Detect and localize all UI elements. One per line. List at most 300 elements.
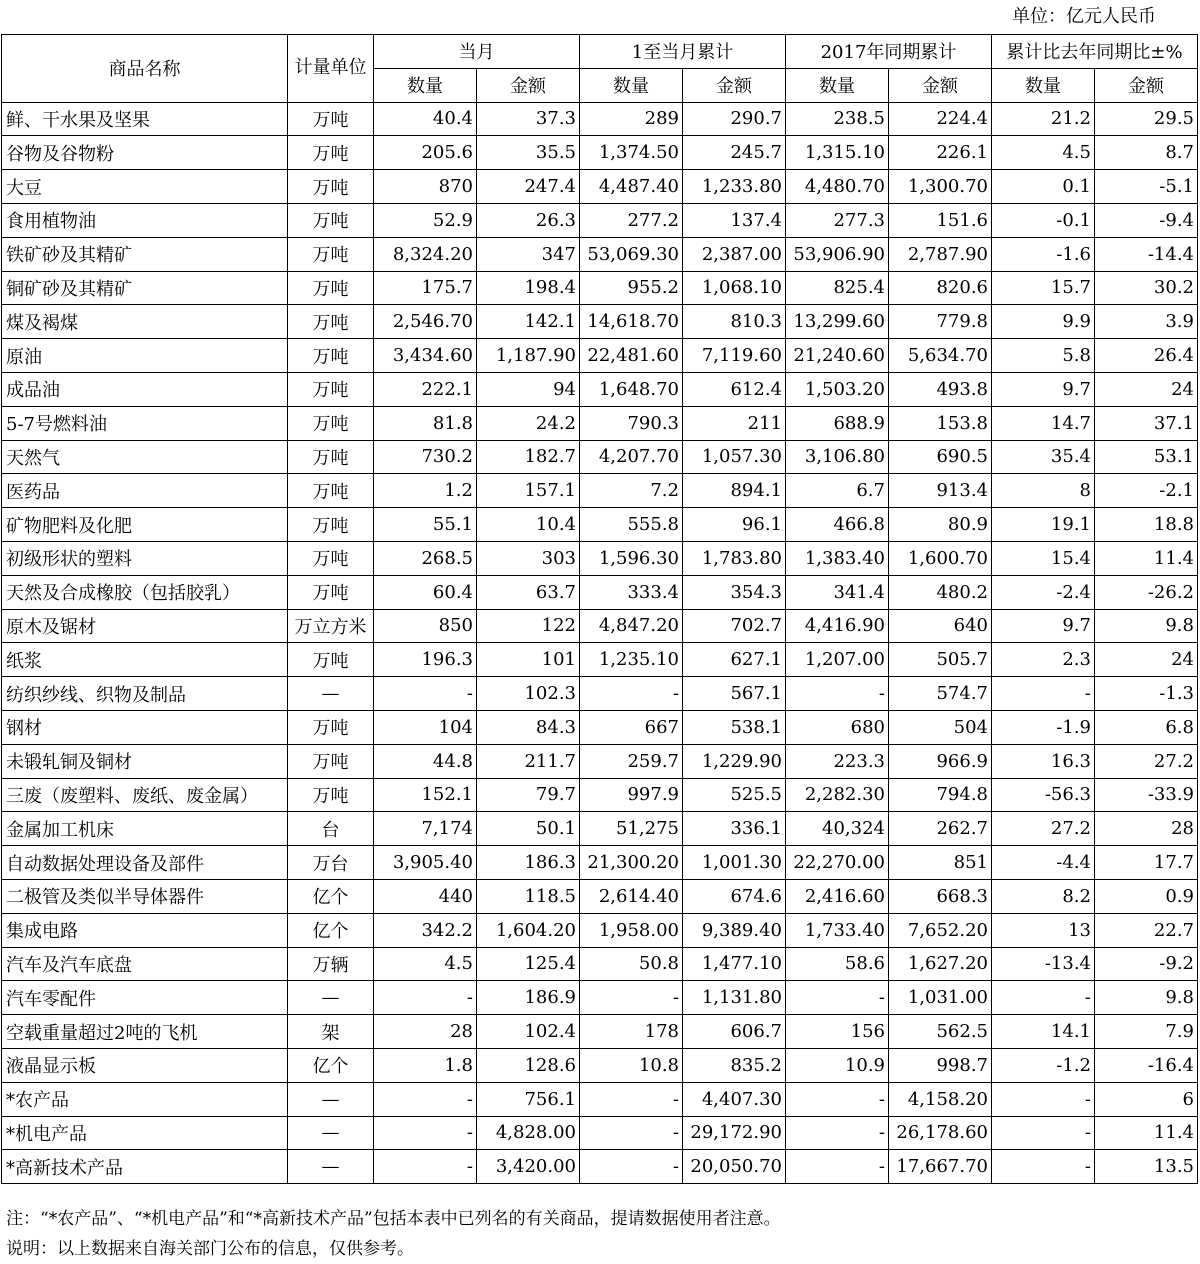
cell-prior-amount: 1,031.00 (889, 981, 992, 1015)
table-row (2, 372, 1198, 406)
cell-cumulative-amount: 810.3 (683, 305, 786, 339)
cell-current-amount: 125.4 (477, 947, 580, 981)
cell-unit: — (288, 1082, 374, 1116)
cell-yoy-amount: -2.1 (1095, 474, 1198, 508)
cell-cumulative-amount: 1,477.10 (683, 947, 786, 981)
cell-unit: 亿个 (288, 879, 374, 913)
cell-cumulative-qty: 51,275 (580, 812, 683, 846)
cell-current-qty: 60.4 (374, 575, 477, 609)
header-quantity: 数量 (580, 68, 683, 102)
cell-current-amount: 186.9 (477, 981, 580, 1015)
cell-prior-qty: 3,106.80 (786, 440, 889, 474)
cell-prior-amount: 2,787.90 (889, 237, 992, 271)
cell-prior-amount: 7,652.20 (889, 913, 992, 947)
cell-cumulative-qty: 790.3 (580, 406, 683, 440)
cell-current-amount: 37.3 (477, 102, 580, 136)
cell-current-amount: 101 (477, 643, 580, 677)
cell-cumulative-amount: 7,119.60 (683, 339, 786, 373)
cell-yoy-qty: 5.8 (992, 339, 1095, 373)
cell-current-qty: 28 (374, 1015, 477, 1049)
cell-yoy-amount: 22.7 (1095, 913, 1198, 947)
cell-yoy-qty: 0.1 (992, 170, 1095, 204)
header-amount: 金额 (1095, 68, 1198, 102)
cell-yoy-qty: 4.5 (992, 136, 1095, 170)
cell-cumulative-amount: 4,407.30 (683, 1082, 786, 1116)
cell-unit: 万吨 (288, 170, 374, 204)
cell-cumulative-amount: 627.1 (683, 643, 786, 677)
cell-cumulative-amount: 137.4 (683, 203, 786, 237)
table-row (2, 541, 1198, 575)
cell-yoy-amount: 24 (1095, 372, 1198, 406)
cell-commodity-name: 二极管及类似半导体器件 (2, 879, 288, 913)
cell-cumulative-qty: 259.7 (580, 744, 683, 778)
cell-cumulative-amount: 1,057.30 (683, 440, 786, 474)
header-unit: 计量单位 (288, 35, 374, 103)
cell-prior-amount: 668.3 (889, 879, 992, 913)
cell-cumulative-amount: 1,001.30 (683, 846, 786, 880)
cell-yoy-qty: 35.4 (992, 440, 1095, 474)
table-row (2, 913, 1198, 947)
cell-unit: — (288, 677, 374, 711)
cell-unit: 万吨 (288, 406, 374, 440)
table-row (2, 677, 1198, 711)
cell-prior-amount: 153.8 (889, 406, 992, 440)
cell-yoy-qty: 21.2 (992, 102, 1095, 136)
cell-cumulative-qty: 1,596.30 (580, 541, 683, 575)
cell-current-qty: 81.8 (374, 406, 477, 440)
cell-unit: 万吨 (288, 372, 374, 406)
cell-cumulative-qty: - (580, 1150, 683, 1184)
cell-yoy-amount: 3.9 (1095, 305, 1198, 339)
cell-yoy-amount: 0.9 (1095, 879, 1198, 913)
cell-prior-qty: 1,503.20 (786, 372, 889, 406)
table-row (2, 710, 1198, 744)
cell-cumulative-amount: 1,229.90 (683, 744, 786, 778)
cell-prior-amount: 640 (889, 609, 992, 643)
cell-yoy-amount: 29.5 (1095, 102, 1198, 136)
cell-current-amount: 122 (477, 609, 580, 643)
cell-current-qty: 52.9 (374, 203, 477, 237)
cell-current-amount: 247.4 (477, 170, 580, 204)
cell-prior-qty: 40,324 (786, 812, 889, 846)
cell-current-qty: 3,905.40 (374, 846, 477, 880)
cell-prior-qty: - (786, 981, 889, 1015)
cell-cumulative-amount: 702.7 (683, 609, 786, 643)
cell-unit: 万吨 (288, 271, 374, 305)
table-row (2, 1015, 1198, 1049)
cell-current-amount: 3,420.00 (477, 1150, 580, 1184)
cell-commodity-name: 谷物及谷物粉 (2, 136, 288, 170)
cell-unit: 万吨 (288, 474, 374, 508)
cell-unit: 万吨 (288, 102, 374, 136)
cell-commodity-name: 5-7号燃料油 (2, 406, 288, 440)
cell-cumulative-amount: 1,068.10 (683, 271, 786, 305)
table-row (2, 170, 1198, 204)
cell-current-qty: 1.8 (374, 1048, 477, 1082)
cell-yoy-amount: 28 (1095, 812, 1198, 846)
cell-cumulative-amount: 538.1 (683, 710, 786, 744)
table-row (2, 575, 1198, 609)
cell-unit: 万吨 (288, 541, 374, 575)
cell-current-qty: 8,324.20 (374, 237, 477, 271)
cell-cumulative-qty: - (580, 1082, 683, 1116)
header-cumulative: 1至当月累计 (580, 35, 786, 69)
cell-current-amount: 186.3 (477, 846, 580, 880)
cell-prior-amount: 151.6 (889, 203, 992, 237)
cell-prior-qty: 238.5 (786, 102, 889, 136)
cell-cumulative-qty: 333.4 (580, 575, 683, 609)
cell-prior-qty: 1,315.10 (786, 136, 889, 170)
cell-unit: 亿个 (288, 1048, 374, 1082)
cell-prior-qty: - (786, 1150, 889, 1184)
table-row (2, 879, 1198, 913)
cell-cumulative-qty: 997.9 (580, 778, 683, 812)
cell-current-qty: 3,434.60 (374, 339, 477, 373)
table-row (2, 1150, 1198, 1184)
cell-cumulative-qty: 21,300.20 (580, 846, 683, 880)
cell-unit: 万吨 (288, 339, 374, 373)
cell-prior-qty: 1,733.40 (786, 913, 889, 947)
cell-yoy-qty: - (992, 1150, 1095, 1184)
cell-unit: 万辆 (288, 947, 374, 981)
cell-cumulative-qty: 50.8 (580, 947, 683, 981)
cell-prior-qty: 341.4 (786, 575, 889, 609)
cell-prior-qty: - (786, 1082, 889, 1116)
cell-prior-amount: 794.8 (889, 778, 992, 812)
cell-cumulative-amount: 96.1 (683, 508, 786, 542)
header-quantity: 数量 (786, 68, 889, 102)
cell-current-amount: 157.1 (477, 474, 580, 508)
cell-commodity-name: 纺织纱线、织物及制品 (2, 677, 288, 711)
cell-unit: — (288, 1116, 374, 1150)
cell-commodity-name: 空载重量超过2吨的飞机 (2, 1015, 288, 1049)
cell-prior-amount: 17,667.70 (889, 1150, 992, 1184)
cell-unit: 万吨 (288, 136, 374, 170)
cell-current-amount: 4,828.00 (477, 1116, 580, 1150)
header-amount: 金额 (889, 68, 992, 102)
cell-prior-amount: 966.9 (889, 744, 992, 778)
cell-prior-qty: 156 (786, 1015, 889, 1049)
cell-current-amount: 84.3 (477, 710, 580, 744)
cell-prior-qty: 1,383.40 (786, 541, 889, 575)
cell-unit: 万立方米 (288, 609, 374, 643)
table-row (2, 102, 1198, 136)
cell-cumulative-qty: 555.8 (580, 508, 683, 542)
cell-unit: 万台 (288, 846, 374, 880)
unit-label: 单位：亿元人民币 (1012, 6, 1156, 27)
cell-current-amount: 1,187.90 (477, 339, 580, 373)
cell-yoy-qty: 19.1 (992, 508, 1095, 542)
cell-unit: 万吨 (288, 778, 374, 812)
table-row (2, 237, 1198, 271)
cell-commodity-name: 初级形状的塑料 (2, 541, 288, 575)
cell-yoy-amount: 11.4 (1095, 541, 1198, 575)
cell-prior-qty: - (786, 677, 889, 711)
cell-current-qty: 440 (374, 879, 477, 913)
cell-commodity-name: *农产品 (2, 1082, 288, 1116)
cell-prior-qty: 277.3 (786, 203, 889, 237)
cell-current-amount: 10.4 (477, 508, 580, 542)
cell-yoy-amount: 6.8 (1095, 710, 1198, 744)
cell-current-amount: 102.4 (477, 1015, 580, 1049)
cell-commodity-name: 汽车零配件 (2, 981, 288, 1015)
table-row (2, 812, 1198, 846)
cell-cumulative-qty: 53,069.30 (580, 237, 683, 271)
cell-unit: 万吨 (288, 203, 374, 237)
cell-cumulative-amount: 674.6 (683, 879, 786, 913)
cell-cumulative-qty: - (580, 981, 683, 1015)
cell-commodity-name: 纸浆 (2, 643, 288, 677)
cell-current-qty: - (374, 1150, 477, 1184)
cell-current-amount: 102.3 (477, 677, 580, 711)
cell-cumulative-amount: 2,387.00 (683, 237, 786, 271)
cell-cumulative-qty: - (580, 1116, 683, 1150)
cell-yoy-amount: 9.8 (1095, 981, 1198, 1015)
cell-prior-qty: 6.7 (786, 474, 889, 508)
cell-cumulative-qty: 1,374.50 (580, 136, 683, 170)
table-row (2, 778, 1198, 812)
cell-yoy-amount: 53.1 (1095, 440, 1198, 474)
cell-cumulative-amount: 20,050.70 (683, 1150, 786, 1184)
cell-prior-amount: 913.4 (889, 474, 992, 508)
cell-prior-amount: 998.7 (889, 1048, 992, 1082)
cell-yoy-qty: 2.3 (992, 643, 1095, 677)
cell-cumulative-amount: 835.2 (683, 1048, 786, 1082)
cell-prior-qty: 680 (786, 710, 889, 744)
cell-unit: 万吨 (288, 440, 374, 474)
cell-yoy-qty: 8.2 (992, 879, 1095, 913)
cell-commodity-name: 成品油 (2, 372, 288, 406)
cell-current-amount: 1,604.20 (477, 913, 580, 947)
cell-prior-qty: 13,299.60 (786, 305, 889, 339)
cell-cumulative-qty: 7.2 (580, 474, 683, 508)
cell-unit: 万吨 (288, 237, 374, 271)
cell-unit: 架 (288, 1015, 374, 1049)
note-line: 说明：以上数据来自海关部门公布的信息，仅供参考。 (6, 1239, 414, 1259)
cell-commodity-name: 液晶显示板 (2, 1048, 288, 1082)
cell-prior-qty: - (786, 1116, 889, 1150)
cell-yoy-qty: - (992, 677, 1095, 711)
cell-prior-amount: 1,600.70 (889, 541, 992, 575)
table-body (2, 102, 1198, 1184)
cell-cumulative-amount: 29,172.90 (683, 1116, 786, 1150)
cell-prior-amount: 80.9 (889, 508, 992, 542)
cell-commodity-name: 煤及褐煤 (2, 305, 288, 339)
footnotes (6, 1204, 781, 1264)
cell-commodity-name: *高新技术产品 (2, 1150, 288, 1184)
cell-current-qty: 44.8 (374, 744, 477, 778)
cell-yoy-qty: - (992, 981, 1095, 1015)
cell-yoy-amount: 7.9 (1095, 1015, 1198, 1049)
cell-prior-amount: 851 (889, 846, 992, 880)
cell-prior-amount: 562.5 (889, 1015, 992, 1049)
table-row (2, 508, 1198, 542)
cell-cumulative-amount: 1,783.80 (683, 541, 786, 575)
cell-cumulative-qty: 14,618.70 (580, 305, 683, 339)
cell-yoy-amount: -14.4 (1095, 237, 1198, 271)
table-row (2, 1082, 1198, 1116)
cell-current-qty: 40.4 (374, 102, 477, 136)
cell-commodity-name: 鲜、干水果及坚果 (2, 102, 288, 136)
cell-commodity-name: 原油 (2, 339, 288, 373)
cell-yoy-amount: 27.2 (1095, 744, 1198, 778)
cell-yoy-amount: -26.2 (1095, 575, 1198, 609)
cell-yoy-qty: -0.1 (992, 203, 1095, 237)
cell-cumulative-qty: 277.2 (580, 203, 683, 237)
cell-current-amount: 35.5 (477, 136, 580, 170)
cell-yoy-amount: 8.7 (1095, 136, 1198, 170)
cell-cumulative-amount: 612.4 (683, 372, 786, 406)
cell-cumulative-qty: - (580, 677, 683, 711)
cell-prior-amount: 504 (889, 710, 992, 744)
cell-yoy-qty: 15.4 (992, 541, 1095, 575)
cell-yoy-amount: -5.1 (1095, 170, 1198, 204)
cell-prior-qty: 4,480.70 (786, 170, 889, 204)
cell-prior-amount: 574.7 (889, 677, 992, 711)
cell-cumulative-qty: 955.2 (580, 271, 683, 305)
cell-current-qty: 342.2 (374, 913, 477, 947)
cell-cumulative-qty: 4,847.20 (580, 609, 683, 643)
table-row (2, 643, 1198, 677)
cell-prior-qty: 53,906.90 (786, 237, 889, 271)
table-row (2, 339, 1198, 373)
cell-current-qty: - (374, 1082, 477, 1116)
cell-current-amount: 142.1 (477, 305, 580, 339)
cell-yoy-amount: 26.4 (1095, 339, 1198, 373)
cell-unit: 万吨 (288, 710, 374, 744)
cell-prior-qty: 21,240.60 (786, 339, 889, 373)
cell-prior-amount: 224.4 (889, 102, 992, 136)
header-quantity: 数量 (374, 68, 477, 102)
cell-yoy-qty: -4.4 (992, 846, 1095, 880)
cell-commodity-name: 铜矿砂及其精矿 (2, 271, 288, 305)
cell-unit: 亿个 (288, 913, 374, 947)
cell-prior-qty: 2,416.60 (786, 879, 889, 913)
table-row (2, 440, 1198, 474)
header-current-month: 当月 (374, 35, 580, 69)
cell-cumulative-amount: 290.7 (683, 102, 786, 136)
cell-yoy-qty: -13.4 (992, 947, 1095, 981)
cell-cumulative-amount: 1,233.80 (683, 170, 786, 204)
cell-yoy-qty: - (992, 1082, 1095, 1116)
cell-yoy-qty: 13 (992, 913, 1095, 947)
table-row (2, 271, 1198, 305)
cell-yoy-amount: 11.4 (1095, 1116, 1198, 1150)
cell-prior-qty: 4,416.90 (786, 609, 889, 643)
cell-cumulative-qty: 1,648.70 (580, 372, 683, 406)
cell-current-amount: 756.1 (477, 1082, 580, 1116)
cell-cumulative-qty: 289 (580, 102, 683, 136)
cell-current-amount: 50.1 (477, 812, 580, 846)
cell-commodity-name: 三废（废塑料、废纸、废金属） (2, 778, 288, 812)
cell-current-qty: 196.3 (374, 643, 477, 677)
cell-cumulative-amount: 525.5 (683, 778, 786, 812)
cell-cumulative-qty: 2,614.40 (580, 879, 683, 913)
cell-current-qty: 104 (374, 710, 477, 744)
table-row (2, 136, 1198, 170)
cell-prior-amount: 4,158.20 (889, 1082, 992, 1116)
cell-prior-amount: 5,634.70 (889, 339, 992, 373)
cell-current-qty: 55.1 (374, 508, 477, 542)
cell-current-amount: 94 (477, 372, 580, 406)
cell-prior-qty: 58.6 (786, 947, 889, 981)
cell-prior-qty: 825.4 (786, 271, 889, 305)
table-row (2, 846, 1198, 880)
cell-yoy-qty: 16.3 (992, 744, 1095, 778)
cell-cumulative-qty: 178 (580, 1015, 683, 1049)
cell-yoy-amount: -1.3 (1095, 677, 1198, 711)
cell-yoy-amount: -9.2 (1095, 947, 1198, 981)
cell-current-amount: 118.5 (477, 879, 580, 913)
cell-cumulative-qty: 1,958.00 (580, 913, 683, 947)
cell-prior-amount: 505.7 (889, 643, 992, 677)
import-commodity-table (1, 34, 1198, 1184)
cell-current-qty: 175.7 (374, 271, 477, 305)
cell-unit: — (288, 981, 374, 1015)
cell-unit: 台 (288, 812, 374, 846)
cell-prior-amount: 690.5 (889, 440, 992, 474)
cell-prior-qty: 2,282.30 (786, 778, 889, 812)
cell-yoy-amount: 13.5 (1095, 1150, 1198, 1184)
cell-yoy-qty: 27.2 (992, 812, 1095, 846)
cell-yoy-qty: -2.4 (992, 575, 1095, 609)
cell-prior-qty: 22,270.00 (786, 846, 889, 880)
cell-unit: 万吨 (288, 744, 374, 778)
cell-commodity-name: 自动数据处理设备及部件 (2, 846, 288, 880)
cell-prior-amount: 493.8 (889, 372, 992, 406)
cell-yoy-amount: 9.8 (1095, 609, 1198, 643)
cell-yoy-amount: -9.4 (1095, 203, 1198, 237)
cell-cumulative-amount: 9,389.40 (683, 913, 786, 947)
cell-cumulative-amount: 567.1 (683, 677, 786, 711)
cell-prior-qty: 688.9 (786, 406, 889, 440)
cell-commodity-name: 汽车及汽车底盘 (2, 947, 288, 981)
cell-current-amount: 303 (477, 541, 580, 575)
cell-prior-amount: 779.8 (889, 305, 992, 339)
cell-unit: — (288, 1150, 374, 1184)
cell-yoy-amount: 30.2 (1095, 271, 1198, 305)
header-amount: 金额 (477, 68, 580, 102)
cell-yoy-qty: 15.7 (992, 271, 1095, 305)
header-prior-year-cumulative: 2017年同期累计 (786, 35, 992, 69)
cell-prior-qty: 466.8 (786, 508, 889, 542)
cell-cumulative-qty: 4,207.70 (580, 440, 683, 474)
header-yoy-change: 累计比去年同期比±% (992, 35, 1198, 69)
cell-cumulative-amount: 245.7 (683, 136, 786, 170)
cell-current-amount: 182.7 (477, 440, 580, 474)
cell-unit: 万吨 (288, 643, 374, 677)
cell-prior-amount: 1,627.20 (889, 947, 992, 981)
cell-prior-amount: 820.6 (889, 271, 992, 305)
cell-yoy-qty: -1.9 (992, 710, 1095, 744)
cell-yoy-amount: -33.9 (1095, 778, 1198, 812)
cell-prior-amount: 26,178.60 (889, 1116, 992, 1150)
cell-commodity-name: 天然气 (2, 440, 288, 474)
cell-unit: 万吨 (288, 305, 374, 339)
cell-cumulative-amount: 894.1 (683, 474, 786, 508)
header-commodity-name: 商品名称 (2, 35, 288, 103)
cell-commodity-name: 天然及合成橡胶（包括胶乳） (2, 575, 288, 609)
cell-current-amount: 24.2 (477, 406, 580, 440)
cell-cumulative-amount: 354.3 (683, 575, 786, 609)
cell-commodity-name: 矿物肥料及化肥 (2, 508, 288, 542)
cell-cumulative-qty: 10.8 (580, 1048, 683, 1082)
cell-commodity-name: 大豆 (2, 170, 288, 204)
cell-prior-amount: 226.1 (889, 136, 992, 170)
cell-current-qty: - (374, 677, 477, 711)
cell-commodity-name: 医药品 (2, 474, 288, 508)
table-row (2, 305, 1198, 339)
